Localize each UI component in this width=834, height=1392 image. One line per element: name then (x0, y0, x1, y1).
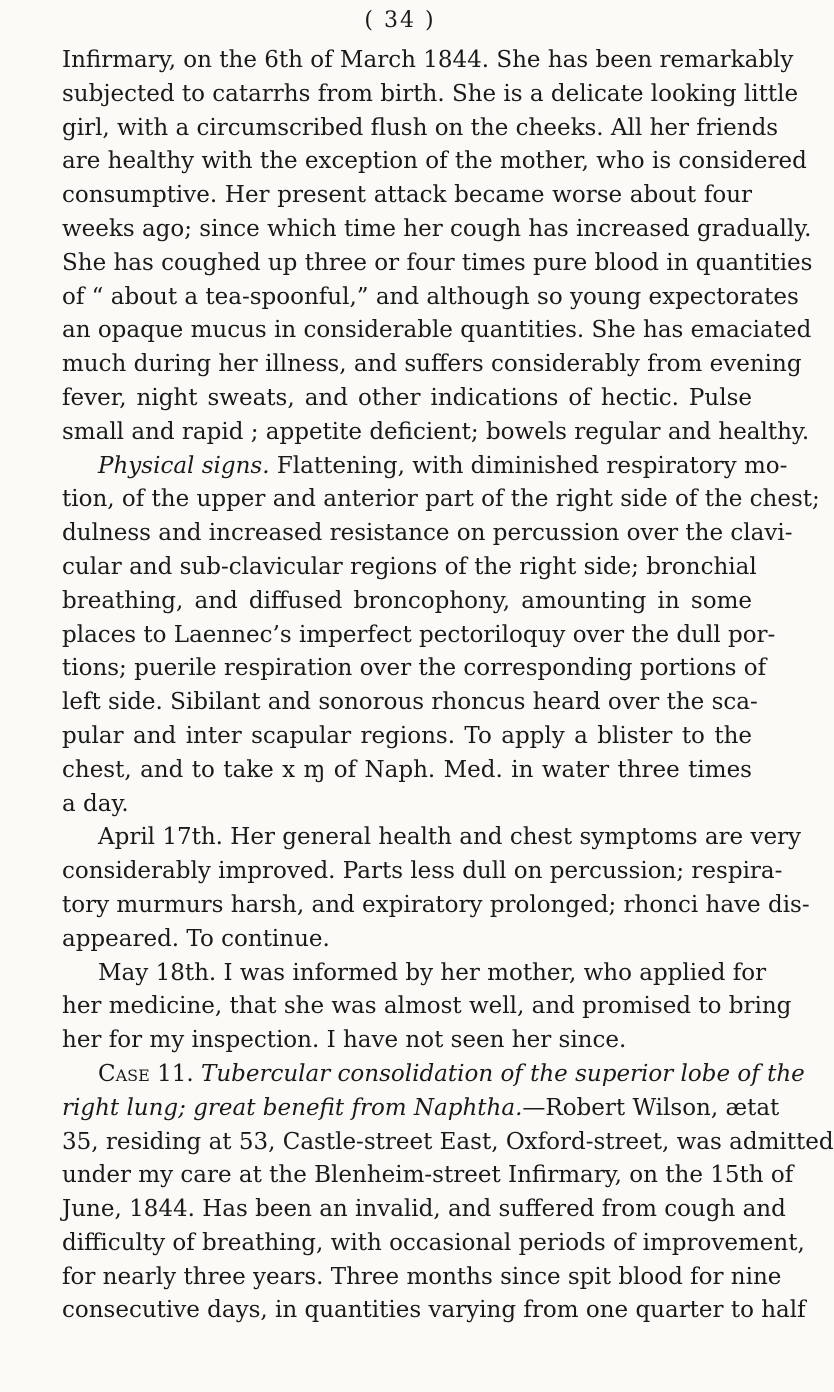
text-segment: —Robert Wilson, ætat (522, 1094, 780, 1121)
text-line: consecutive days, in quantities varying from one quarter to half (62, 1297, 806, 1324)
text-line: weeks ago; since which time her cough has increased gradually. (62, 215, 812, 242)
text-line: girl, with a circumscribed flush on the cheeks. All her friends (62, 114, 779, 141)
text-line: cular and sub-clavicular regions of the right side; bronchial (62, 553, 757, 580)
text-line: tion, of the upper and anterior part of the right side of the chest; (62, 486, 820, 513)
text-line: May 18th. I was informed by her mother, who applied for (98, 959, 767, 986)
page-number: ( 34 ) (364, 8, 436, 33)
text-line: 35, residing at 53, Castle-street East, Oxford-street, was admitted (62, 1128, 834, 1155)
text-line: She has coughed up three or four times pure blood in quantities (62, 249, 813, 276)
text-line: difficulty of breathing, with occasional periods of improvement, (62, 1229, 805, 1256)
text-line: are healthy with the exception of the mother, who is considered (62, 148, 807, 175)
text-line: pular and inter scapular regions. To apply a blister to the (62, 722, 752, 749)
text-line: under my care at the Blenheim-street Infirmary, on the 15th of (62, 1162, 794, 1189)
text-line: tions; puerile respiration over the corresponding portions of (62, 655, 767, 682)
text-line: of “ about a tea-spoonful,” and although so young expectorates (62, 283, 799, 310)
text-line: a day. (62, 790, 129, 817)
text-line: her for my inspection. I have not seen her since. (62, 1027, 627, 1054)
text-line (62, 450, 788, 484)
text-line: for nearly three years. Three months since spit blood for nine (62, 1263, 782, 1290)
text-line: chest, and to take x ɱ of Naph. Med. in water three times (62, 756, 752, 783)
text-line: tory murmurs harsh, and expiratory prolonged; rhonci have dis- (62, 891, 810, 918)
text-line (62, 1058, 805, 1092)
text-line: fever, night sweats, and other indications of hectic. Pulse (62, 384, 752, 411)
text-line: her medicine, that she was almost well, and promised to bring (62, 993, 792, 1020)
text-line: consumptive. Her present attack became worse about four (62, 182, 752, 209)
physical-signs-heading: Physical signs. (98, 452, 270, 479)
text-line: breathing, and diffused broncophony, amounting in some (62, 587, 752, 614)
text-line: subjected to catarrhs from birth. She is a delicate looking little (62, 80, 799, 107)
text-line (62, 1092, 780, 1126)
text-line: dulness and increased resistance on percussion over the clavi- (62, 520, 793, 547)
case-title: right lung; great benefit from Naphtha. (62, 1094, 523, 1121)
text-line: considerably improved. Parts less dull on percussion; respira- (62, 858, 783, 885)
text-line: much during her illness, and suffers considerably from evening (62, 351, 802, 378)
text-line: April 17th. Her general health and chest symptoms are very (98, 824, 802, 851)
text-line: June, 1844. Has been an invalid, and suffered from cough and (62, 1196, 786, 1223)
text-line: appeared. To continue. (62, 925, 330, 952)
text-line: left side. Sibilant and sonorous rhoncus heard over the sca- (62, 689, 758, 716)
text-segment: Flattening, with diminished respiratory mo- (269, 452, 788, 479)
case-heading: Case 11. (98, 1060, 194, 1087)
body-text (62, 44, 834, 1328)
text-line: small and rapid ; appetite deficient; bowels regular and healthy. (62, 418, 810, 445)
text-line: an opaque mucus in considerable quantities. She has emaciated (62, 317, 812, 344)
case-title: Tubercular consolidation of the superior lobe of the (193, 1060, 805, 1087)
text-line: places to Laennec’s imperfect pectoriloquy over the dull por- (62, 621, 776, 648)
text-line: Infirmary, on the 6th of March 1844. She has been remarkably (62, 47, 794, 73)
